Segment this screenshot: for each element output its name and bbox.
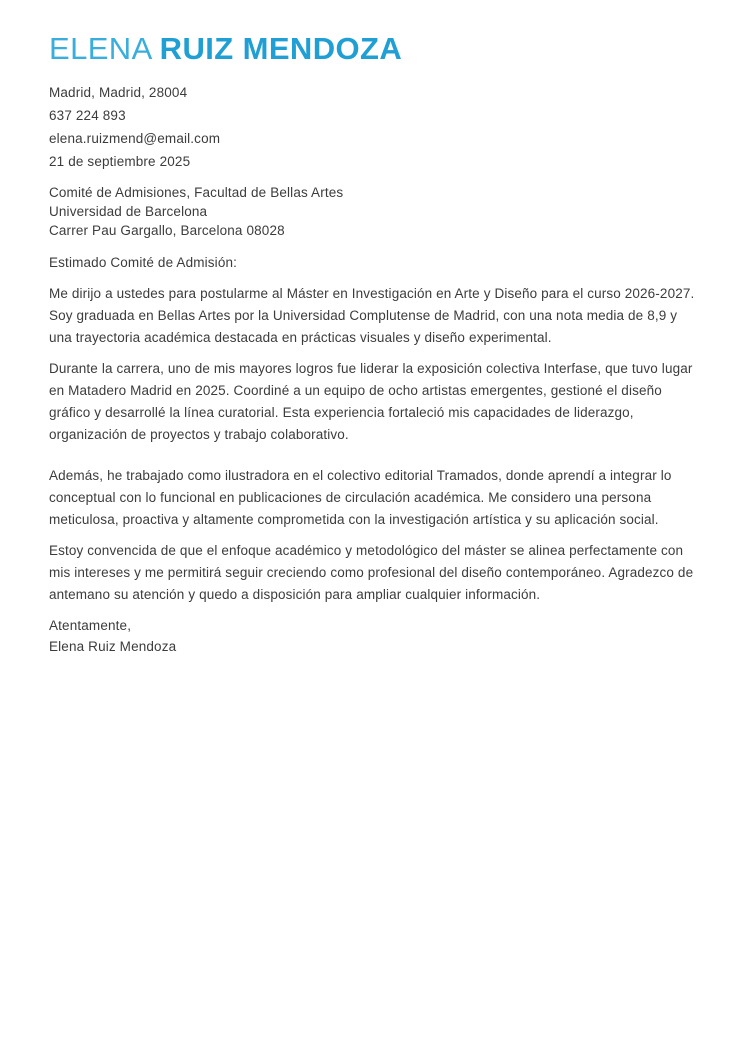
letter-body: [49, 283, 701, 606]
contact-block: [49, 81, 701, 173]
applicant-last-name: RUIZ MENDOZA: [159, 31, 403, 66]
recipient-block: [49, 183, 701, 240]
salutation: Estimado Comité de Admisión:: [49, 255, 238, 270]
body-paragraph-4: Estoy convencida de que el enfoque académico y metodológico del máster se alinea perfectamente con mis intereses y me permitirá seguir creciendo como profesional del diseño contemporáneo. Agradezco de antemano su atención y quedo a disposición para ampliar cualquier información.: [49, 543, 694, 602]
body-paragraph-2: Durante la carrera, uno de mis mayores logros fue liderar la exposición colectiva Interfase, que tuvo lugar en Matadero Madrid en 2025. Coordiné a un equipo de ocho artistas emergentes, gestioné el diseño gráfico y desarrollé la línea curatorial. Esta experiencia fortaleció mis capacidades de liderazgo, organización de proyectos y trabajo colaborativo.: [49, 361, 693, 442]
recipient-name: Comité de Admisiones, Facultad de Bellas Artes: [49, 185, 344, 200]
body-paragraph-1: Me dirijo a ustedes para postularme al Máster en Investigación en Arte y Diseño para el curso 2026-2027. Soy graduada en Bellas Artes por la Universidad Complutense de Madrid, con una nota media de 8,9 y una trayectoria académica destacada en prácticas visuales y diseño experimental.: [49, 286, 695, 345]
contact-address: Madrid, Madrid, 28004: [49, 85, 188, 100]
valediction: Atentamente,: [49, 618, 132, 633]
applicant-first-name: ELENA: [49, 31, 153, 66]
recipient-address: Carrer Pau Gargallo, Barcelona 08028: [49, 223, 285, 238]
closing-block: [49, 615, 701, 657]
page-title: [49, 0, 701, 67]
signature-name: Elena Ruiz Mendoza: [49, 639, 177, 654]
body-paragraph-3: Además, he trabajado como ilustradora en el colectivo editorial Tramados, donde aprendí a integrar lo conceptual con lo funcional en publicaciones de circulación académica. Me considero una persona meticulosa, proactiva y altamente comprometida con la investigación artística y su aplicación social.: [49, 468, 672, 527]
letter-date: 21 de septiembre 2025: [49, 154, 191, 169]
contact-phone: 637 224 893: [49, 108, 126, 123]
recipient-organization: Universidad de Barcelona: [49, 204, 208, 219]
contact-email: elena.ruizmend@email.com: [49, 131, 221, 146]
